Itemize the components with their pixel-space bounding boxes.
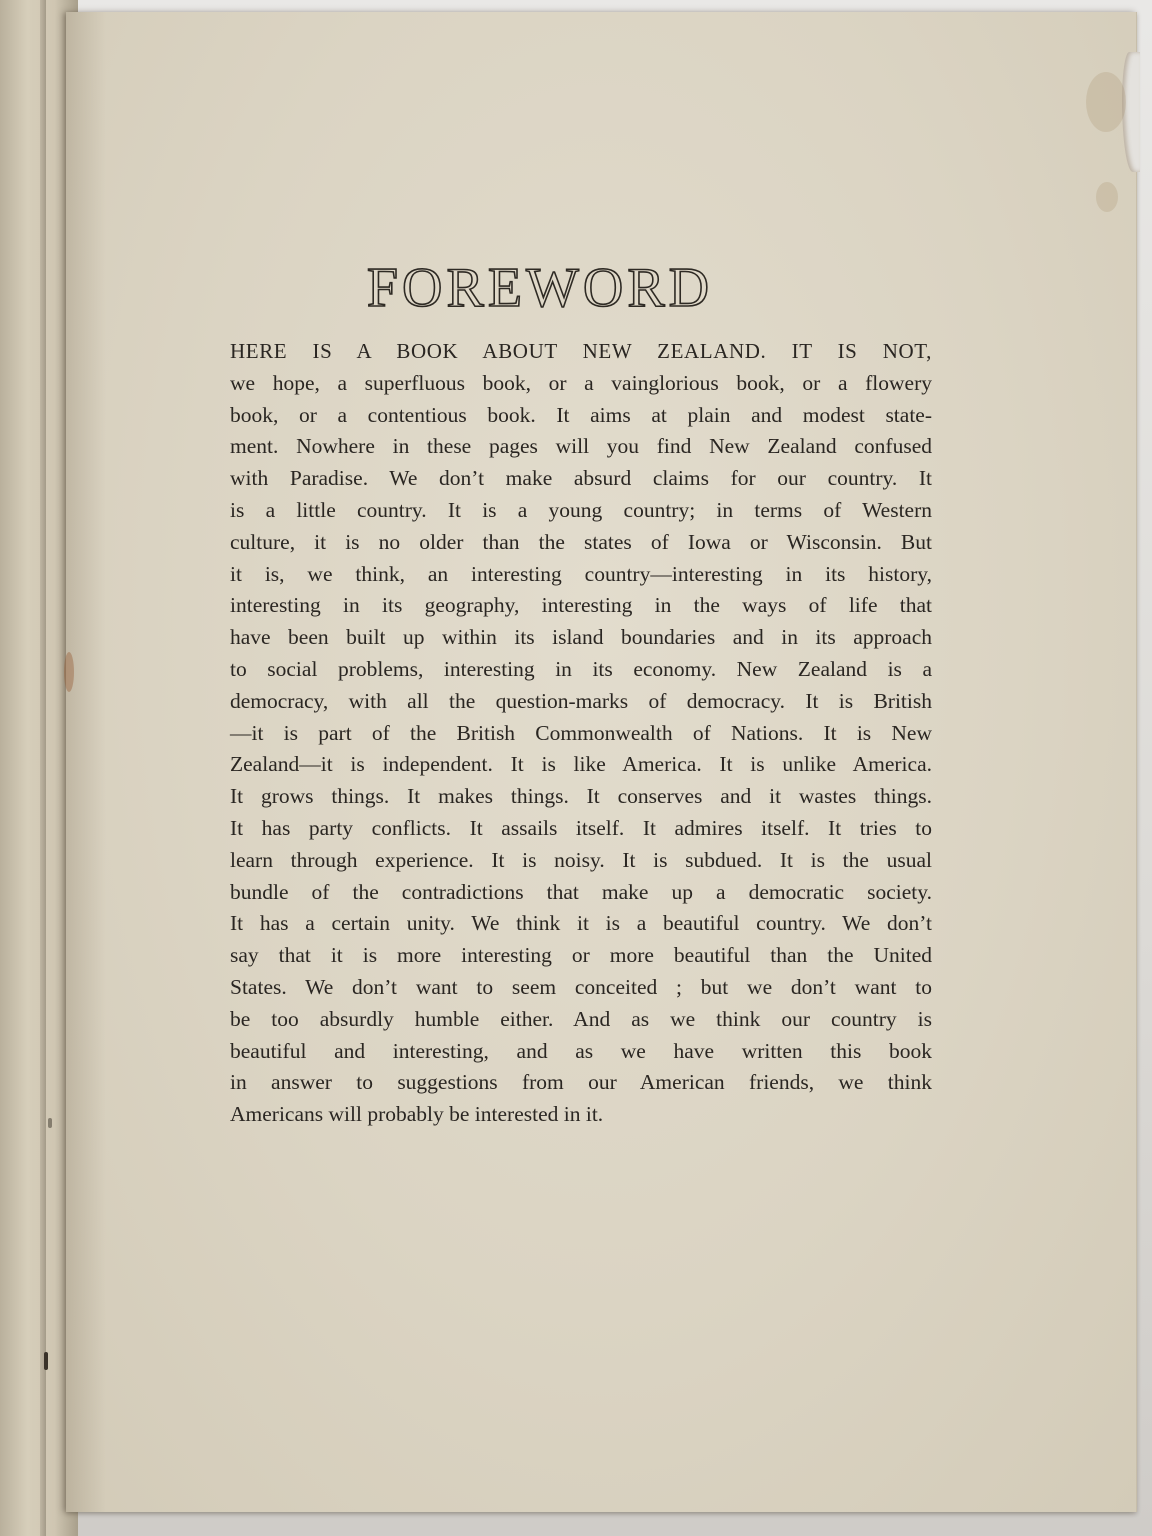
paper-stain xyxy=(1086,72,1126,132)
text-line: —it is part of the British Commonwealth of Nations. It is New xyxy=(230,720,932,745)
text-line: is a little country. It is a young country; in terms of Western xyxy=(230,497,932,522)
page-title: FOREWORD xyxy=(366,256,714,319)
page-gutter-shadow xyxy=(40,0,46,1536)
text-line: ment. Nowhere in these pages will you find New Zealand confused xyxy=(230,434,932,459)
paper-stain xyxy=(64,652,74,692)
binding-mark xyxy=(48,1118,52,1128)
foreword-text xyxy=(230,336,932,1131)
text-line: bundle of the contradictions that make up a democratic society. xyxy=(230,879,932,904)
text-line: It has party conflicts. It assails itself. It admires itself. It tries to xyxy=(230,815,932,840)
page-shadow xyxy=(66,12,106,1512)
text-line: interesting in its geography, interesting in the ways of life that xyxy=(230,593,932,618)
text-line: It has a certain unity. We think it is a beautiful country. We don’t xyxy=(230,911,932,936)
text-line: say that it is more interesting or more beautiful than the United xyxy=(230,943,932,968)
text-line: Zealand—it is independent. It is like America. It is unlike America. xyxy=(230,752,932,777)
text-line: States. We don’t want to seem conceited ; but we don’t want to xyxy=(230,974,932,999)
text-line: beautiful and interesting, and as we have written this book xyxy=(230,1038,932,1063)
text-line: have been built up within its island boundaries and in its approach xyxy=(230,625,932,650)
text-line: be too absurdly humble either. And as we think our country is xyxy=(230,1006,932,1031)
text-line: culture, it is no older than the states of Iowa or Wisconsin. But xyxy=(230,529,932,554)
text-line: Americans will probably be interested in it. xyxy=(230,1102,604,1127)
text-line: HERE IS A BOOK ABOUT NEW ZEALAND. IT IS NOT, xyxy=(230,339,932,363)
text-line: learn through experience. It is noisy. It is subdued. It is the usual xyxy=(230,847,932,872)
text-line: we hope, a superfluous book, or a vainglorious book, or a flowery xyxy=(230,370,932,395)
text-line: in answer to suggestions from our American friends, we think xyxy=(230,1070,932,1095)
text-line: democracy, with all the question-marks of democracy. It is British xyxy=(230,688,932,713)
text-line: it is, we think, an interesting country—interesting in its history, xyxy=(230,561,932,586)
text-line: to social problems, interesting in its economy. New Zealand is a xyxy=(230,656,932,681)
binding-mark xyxy=(44,1352,48,1370)
text-line: It grows things. It makes things. It conserves and it wastes things. xyxy=(230,784,932,809)
text-line: book, or a contentious book. It aims at plain and modest state- xyxy=(230,402,932,427)
paper-stain xyxy=(1096,182,1118,212)
text-line: with Paradise. We don’t make absurd claims for our country. It xyxy=(230,466,932,491)
